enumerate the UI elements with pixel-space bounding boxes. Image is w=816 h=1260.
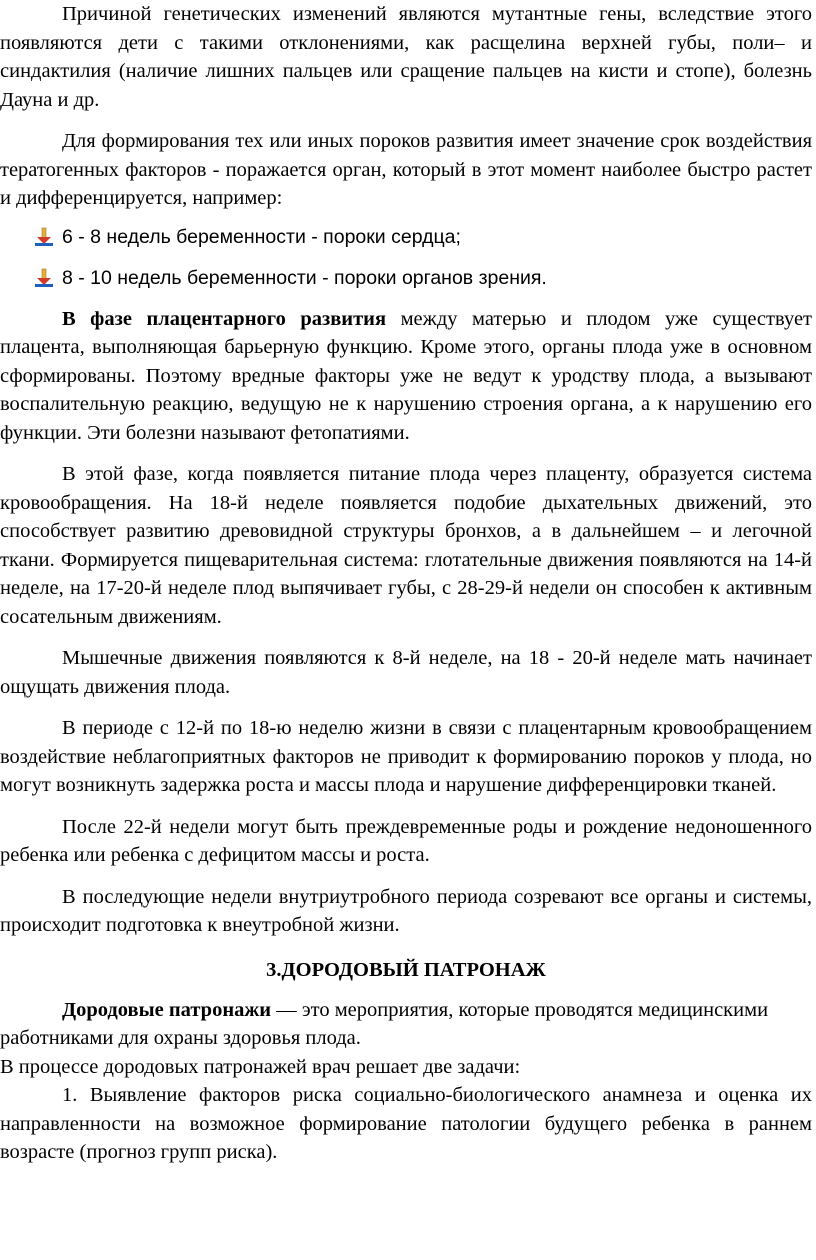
paragraph-text: — это мероприятия, которые проводятся медицинскими работниками для охраны здоровья плода. — [0, 998, 769, 1049]
bold-term: Дородовые патронажи — [62, 998, 272, 1021]
numbered-task-1: 1. Выявление факторов риска социально-биологического анамнеза и оценка их направленности на возможное формирование патологии будущего ребенка в раннем возрасте (прогноз групп риска). — [0, 1084, 812, 1163]
bullet-item — [0, 264, 812, 292]
bullet-item — [0, 223, 812, 251]
bullet-list-defects — [0, 223, 812, 292]
bold-term: В фазе плацентарного развития — [62, 307, 387, 330]
paragraph-tasks-intro: В процессе дородовых патронажей врач решает две задачи: — [0, 1055, 521, 1078]
arrow-bullet-icon — [33, 227, 55, 247]
paragraph-after-22-weeks: После 22-й недели могут быть преждевременные роды и рождение недоношенного ребенка или ребенка с дефицитом массы и роста. — [0, 815, 812, 866]
paragraph-muscle-movements: Мышечные движения появляются к 8-й неделе, на 18 - 20-й неделе мать начинает ощущать движения плода. — [0, 647, 812, 698]
bullet-text: 6 - 8 недель беременности - пороки сердца; — [62, 225, 461, 248]
paragraph-maturation: В последующие недели внутриутробного периода созревают все органы и системы, происходит подготовка к внеутробной жизни. — [0, 885, 812, 936]
paragraph-definition — [0, 996, 812, 1053]
arrow-bullet-icon — [33, 268, 55, 288]
section-heading: 3.ДОРОДОВЫЙ ПАТРОНАЖ — [266, 958, 546, 981]
paragraph-weeks-12-18: В периоде с 12-й по 18-ю неделю жизни в связи с плацентарным кровообращением воздействие неблагоприятных факторов не приводит к формированию пороков у плода, но могут возникнуть задержка роста и массы плода и нарушение дифференцировки тканей. — [0, 717, 812, 796]
bullet-text: 8 - 10 недель беременности - пороки органов зрения. — [62, 266, 547, 289]
paragraph-text: между матерью и плодом уже существует плацента, выполняющая барьерную функцию. Кроме этого, органы плода уже в основном сформированы. Поэтому вредные факторы уже не ведут к уродству плода, а вызывают воспалительную реакцию, ведущую не к нарушению строения органа, а к нарушению его функции. Эти болезни называют фетопатиями. — [0, 307, 812, 444]
paragraph-placental-phase — [0, 305, 812, 448]
paragraph-circulation: В этой фазе, когда появляется питание плода через плаценту, образуется система кровообращения. На 18-й неделе появляется подобие дыхательных движений, это способствует развитию древовидной структуры бронхов, а в дальнейшем – и легочной ткани. Формируется пищеварительная система: глотательные движения появляются на 14-й неделе, на 17-20-й неделе плод выпячивает губы, с 28-29-й недели он способен к активным сосательным движениям. — [0, 463, 812, 628]
paragraph-genetic-causes: Причиной генетических изменений являются мутантные гены, вследствие этого появляются дети с такими отклонениями, как расщелина верхней губы, поли– и синдактилия (наличие лишних пальцев или сращение пальцев на кисти и стопе), болезнь Дауна и др. — [0, 3, 812, 111]
paragraph-teratogenic-timing: Для формирования тех или иных пороков развития имеет значение срок воздействия тератогенных факторов - поражается орган, который в этот момент наиболее быстро растет и дифференцируется, например: — [0, 130, 812, 209]
